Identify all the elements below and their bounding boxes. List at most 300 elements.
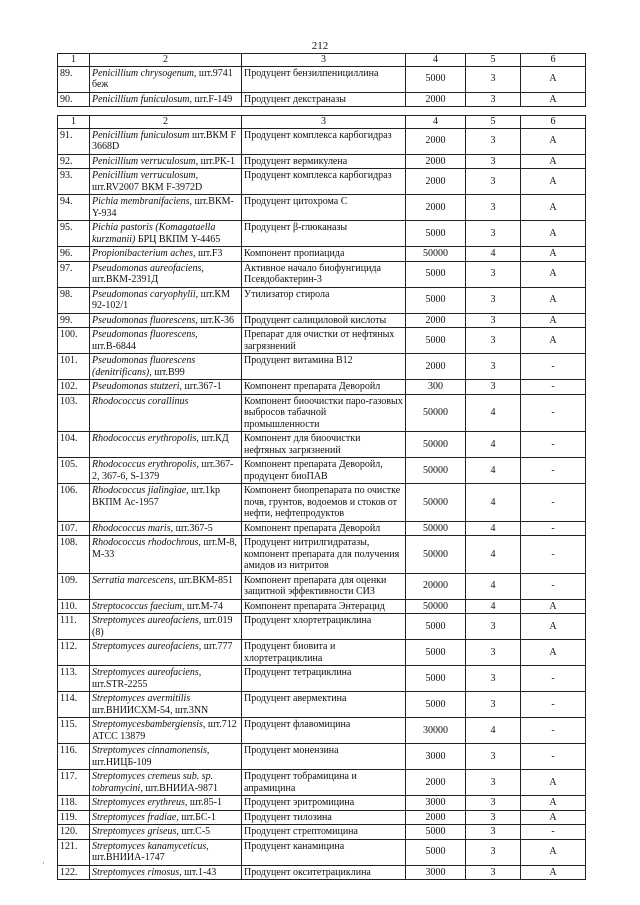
category-cell: А [521, 614, 586, 640]
header-cell: 6 [521, 54, 586, 67]
organism-name: Streptomyces cinnamonensis, [92, 745, 210, 756]
purpose-cell: Компонент препарата для оценки защитной эффективности СИЗ [242, 573, 406, 599]
category-cell: А [521, 865, 586, 880]
row-number: 110. [58, 599, 90, 614]
category-cell: А [521, 810, 586, 825]
header-cell: 3 [242, 54, 406, 67]
hazard-class-cell: 3 [466, 796, 521, 811]
category-cell: А [521, 770, 586, 796]
organism-name: Rhodococcus rhodochrous, [92, 537, 201, 548]
organism-name: Penicillium funiculosum, [92, 93, 192, 105]
organism-cell [90, 458, 242, 484]
strain-id: шт.РК-1 [200, 155, 235, 167]
purpose-cell: Продуцент вермикулена [242, 154, 406, 169]
purpose-cell: Продуцент канамицина [242, 839, 406, 865]
strain-id: шт.367-2, 367-6, S-1379 [92, 459, 234, 482]
table-row [58, 66, 586, 92]
row-number: 104. [58, 432, 90, 458]
category-cell: А [521, 154, 586, 169]
organism-cell [90, 354, 242, 380]
purpose-cell: Продуцент β-глюканазы [242, 221, 406, 247]
table-row [58, 666, 586, 692]
category-cell: - [521, 354, 586, 380]
hazard-class-cell: 3 [466, 865, 521, 880]
purpose-cell: Продуцент окситетрациклина [242, 865, 406, 880]
table-gap [58, 107, 586, 116]
table-row [58, 154, 586, 169]
hazard-class-cell: 3 [466, 328, 521, 354]
organism-cell [90, 614, 242, 640]
volume-cell: 5000 [406, 666, 466, 692]
organism-name: Streptomycesbambergiensis, [92, 719, 206, 730]
table-row [58, 287, 586, 313]
purpose-cell: Компонент препарата Деворойл [242, 380, 406, 395]
organism-cell [90, 666, 242, 692]
volume-cell: 2000 [406, 128, 466, 154]
purpose-cell: Продуцент хлортетрациклина [242, 614, 406, 640]
table-row [58, 770, 586, 796]
table-row [58, 692, 586, 718]
table-row [58, 718, 586, 744]
volume-cell: 2000 [406, 154, 466, 169]
strain-id: шт.С-5 [181, 826, 211, 837]
organism-name: Streptomyces aureofaciens, [92, 667, 202, 678]
organism-cell [90, 825, 242, 840]
strain-id: шт.КД [201, 433, 229, 444]
volume-cell: 50000 [406, 521, 466, 536]
volume-cell: 50000 [406, 458, 466, 484]
purpose-cell: Препарат для очистки от нефтяных загрязнений [242, 328, 406, 354]
table-row [58, 744, 586, 770]
volume-cell: 2000 [406, 313, 466, 328]
table-row [58, 796, 586, 811]
organism-name: Pseudomonas fluorescens, [92, 329, 198, 340]
organism-name: Pseudomonas fluorescens (denitrificans), [92, 355, 196, 378]
purpose-cell: Компонент биопрепарата по очистке почв, грунтов, водоемов и стоков от нефти, нефтепродуктов [242, 484, 406, 522]
category-cell: А [521, 328, 586, 354]
organism-cell [90, 744, 242, 770]
category-cell: А [521, 66, 586, 92]
row-number: 108. [58, 536, 90, 574]
table-row [58, 614, 586, 640]
row-number: 102. [58, 380, 90, 395]
row-number: 89. [58, 66, 90, 92]
purpose-cell: Продуцент комплекса карбогидраз [242, 169, 406, 195]
organism-cell [90, 247, 242, 262]
organism-cell [90, 261, 242, 287]
organism-name: Streptomyces fradiae, [92, 811, 179, 823]
organism-cell [90, 865, 242, 880]
hazard-class-cell: 4 [466, 718, 521, 744]
row-number: 96. [58, 247, 90, 262]
purpose-cell: Продуцент флавомицина [242, 718, 406, 744]
strain-id: шт.F3 [198, 248, 223, 259]
row-number: 106. [58, 484, 90, 522]
organism-cell [90, 839, 242, 865]
strain-id: шт.В99 [154, 366, 185, 378]
organism-name: Streptomyces griseus, [92, 826, 179, 837]
organism-name: Propionibacterium aches, [92, 248, 196, 259]
organism-name: Penicillium verruculosum, [92, 155, 199, 167]
volume-cell: 5000 [406, 825, 466, 840]
purpose-cell: Продуцент декстраназы [242, 92, 406, 107]
purpose-cell: Продуцент нитрилгидратазы, компонент препарата для получения амидов из нитритов [242, 536, 406, 574]
organism-name: Pichia membranifaciens, [92, 196, 192, 207]
row-number: 90. [58, 92, 90, 107]
category-cell: А [521, 839, 586, 865]
organism-cell [90, 128, 242, 154]
row-number: 122. [58, 865, 90, 880]
organism-name: Pseudomonas fluorescens, [92, 314, 198, 326]
organism-cell [90, 394, 242, 432]
strain-id: шт.ВКМ-851 [178, 574, 233, 586]
organism-name: Streptomyces rimosus, [92, 866, 182, 878]
organism-cell [90, 718, 242, 744]
header-cell: 1 [58, 116, 90, 129]
hazard-class-cell: 4 [466, 394, 521, 432]
hazard-class-cell: 3 [466, 169, 521, 195]
hazard-class-cell: 4 [466, 521, 521, 536]
hazard-class-cell: 3 [466, 770, 521, 796]
strain-id: шт.RV2007 ВКМ F-3972D [92, 181, 203, 193]
volume-cell: 5000 [406, 328, 466, 354]
hazard-class-cell: 3 [466, 261, 521, 287]
strain-id: шт.85-1 [189, 797, 222, 808]
category-cell: - [521, 573, 586, 599]
purpose-cell: Продуцент тилозина [242, 810, 406, 825]
hazard-class-cell: 3 [466, 92, 521, 107]
organism-name: Pseudomonas stutzeri, [92, 381, 182, 392]
volume-cell: 5000 [406, 839, 466, 865]
table-row [58, 865, 586, 880]
row-number: 97. [58, 261, 90, 287]
organism-cell [90, 810, 242, 825]
purpose-cell: Продуцент витамина В12 [242, 354, 406, 380]
organism-cell [90, 221, 242, 247]
organism-name: Pseudomonas aureofaciens, [92, 262, 204, 274]
strain-id: шт.1-43 [184, 866, 217, 878]
category-cell: - [521, 744, 586, 770]
row-number: 115. [58, 718, 90, 744]
table-row [58, 92, 586, 107]
hazard-class-cell: 3 [466, 640, 521, 666]
strains-table-body [58, 54, 586, 880]
hazard-class-cell: 4 [466, 458, 521, 484]
row-number: 105. [58, 458, 90, 484]
row-number: 100. [58, 328, 90, 354]
row-number: 117. [58, 770, 90, 796]
organism-name: Rhodococcus jialingiae, [92, 485, 189, 496]
category-cell: А [521, 599, 586, 614]
volume-cell: 50000 [406, 394, 466, 432]
volume-cell: 5000 [406, 692, 466, 718]
purpose-cell: Продуцент стрептомицина [242, 825, 406, 840]
strain-id: шт.К-36 [200, 314, 235, 326]
row-number: 113. [58, 666, 90, 692]
volume-cell: 5000 [406, 66, 466, 92]
table-row [58, 328, 586, 354]
purpose-cell: Утилизатор стирола [242, 287, 406, 313]
hazard-class-cell: 3 [466, 313, 521, 328]
organism-name: Streptomyces erythreus, [92, 797, 188, 808]
volume-cell: 2000 [406, 169, 466, 195]
hazard-class-cell: 3 [466, 666, 521, 692]
hazard-class-cell: 3 [466, 825, 521, 840]
organism-name: Penicillium funiculosum [92, 129, 190, 141]
row-number: 121. [58, 839, 90, 865]
purpose-cell: Компонент биоочистки паро-газовых выбросов табачной промышленности [242, 394, 406, 432]
category-cell: А [521, 247, 586, 262]
volume-cell: 3000 [406, 796, 466, 811]
hazard-class-cell: 3 [466, 195, 521, 221]
purpose-cell: Продуцент монензина [242, 744, 406, 770]
organism-cell [90, 692, 242, 718]
organism-cell [90, 287, 242, 313]
strain-id: шт.367-1 [184, 381, 222, 392]
table-row [58, 484, 586, 522]
organism-cell [90, 770, 242, 796]
row-number: 95. [58, 221, 90, 247]
header-cell: 5 [466, 54, 521, 67]
organism-name: Streptomyces aureofaciens, [92, 615, 202, 626]
row-number: 92. [58, 154, 90, 169]
hazard-class-cell: 3 [466, 380, 521, 395]
hazard-class-cell: 3 [466, 744, 521, 770]
strain-id: шт.ВКМ F 3668D [92, 129, 237, 152]
volume-cell: 30000 [406, 718, 466, 744]
strain-id: шт.9741 беж [92, 67, 233, 90]
hazard-class-cell: 4 [466, 432, 521, 458]
volume-cell: 50000 [406, 599, 466, 614]
volume-cell: 50000 [406, 432, 466, 458]
strain-id: шт.F-149 [194, 93, 233, 105]
table-row [58, 169, 586, 195]
header-cell: 2 [90, 116, 242, 129]
organism-cell [90, 154, 242, 169]
category-cell: - [521, 666, 586, 692]
organism-name: Rhodococcus erythropolis, [92, 459, 199, 470]
volume-cell: 2000 [406, 810, 466, 825]
table-row [58, 839, 586, 865]
table-row [58, 195, 586, 221]
row-number: 111. [58, 614, 90, 640]
strain-id: шт.ВНИИА-1747 [92, 852, 165, 863]
volume-cell: 50000 [406, 484, 466, 522]
table-row [58, 380, 586, 395]
organism-cell [90, 796, 242, 811]
strain-id: шт.712 АТСС 13879 [92, 719, 237, 742]
hazard-class-cell: 3 [466, 354, 521, 380]
organism-name: Rhodococcus corallinus [92, 395, 189, 407]
volume-cell: 50000 [406, 536, 466, 574]
organism-name: Streptococcus faecium, [92, 600, 185, 612]
header-cell: 3 [242, 116, 406, 129]
header-cell: 5 [466, 116, 521, 129]
row-number: 99. [58, 313, 90, 328]
table-row [58, 261, 586, 287]
hazard-class-cell: 3 [466, 221, 521, 247]
category-cell: - [521, 380, 586, 395]
row-number: 109. [58, 573, 90, 599]
category-cell: - [521, 718, 586, 744]
header-row [58, 116, 586, 129]
table-row [58, 536, 586, 574]
hazard-class-cell: 4 [466, 247, 521, 262]
table-row [58, 825, 586, 840]
purpose-cell: Компонент препарата Энтерацид [242, 599, 406, 614]
volume-cell: 2000 [406, 195, 466, 221]
organism-cell [90, 92, 242, 107]
header-cell: 1 [58, 54, 90, 67]
category-cell: А [521, 261, 586, 287]
purpose-cell: Продуцент салициловой кислоты [242, 313, 406, 328]
strain-id: шт.ВНИИСХМ-54, шт.3NN [92, 704, 209, 716]
category-cell: А [521, 640, 586, 666]
strain-id: шт.В-6844 [92, 340, 136, 352]
row-number: 91. [58, 128, 90, 154]
category-cell: А [521, 313, 586, 328]
table-row [58, 810, 586, 825]
category-cell: - [521, 825, 586, 840]
purpose-cell: Компонент препарата Деворойл, продуцент биоПАВ [242, 458, 406, 484]
strain-id: шт.ВКМ-Y-934 [92, 196, 234, 219]
organism-cell [90, 599, 242, 614]
row-number: 112. [58, 640, 90, 666]
table-row [58, 573, 586, 599]
volume-cell: 300 [406, 380, 466, 395]
row-number: 94. [58, 195, 90, 221]
row-number: 93. [58, 169, 90, 195]
organism-cell [90, 328, 242, 354]
volume-cell: 2000 [406, 770, 466, 796]
volume-cell: 5000 [406, 287, 466, 313]
category-cell: - [521, 692, 586, 718]
organism-cell [90, 573, 242, 599]
hazard-class-cell: 4 [466, 484, 521, 522]
row-number: 120. [58, 825, 90, 840]
purpose-cell: Продуцент тетрациклина [242, 666, 406, 692]
row-number: 114. [58, 692, 90, 718]
organism-name: Pichia pastoris (Komagataella kurzmanii) [92, 222, 216, 245]
hazard-class-cell: 4 [466, 573, 521, 599]
organism-cell [90, 536, 242, 574]
table-row [58, 521, 586, 536]
organism-name: Pseudomonas caryophylii, [92, 288, 199, 300]
organism-cell [90, 313, 242, 328]
organism-name: Rhodococcus maris, [92, 522, 174, 534]
strain-id: шт.STR-2255 [92, 678, 148, 690]
row-number: 107. [58, 521, 90, 536]
purpose-cell: Компонент для биоочистки нефтяных загрязнений [242, 432, 406, 458]
purpose-cell: Компонент пропиацида [242, 247, 406, 262]
category-cell: А [521, 92, 586, 107]
strain-id: шт.1kp ВКПМ Ас-1957 [92, 485, 220, 508]
volume-cell: 5000 [406, 614, 466, 640]
strain-id: шт.М-8, М-33 [92, 537, 237, 560]
table-row [58, 221, 586, 247]
table-row [58, 394, 586, 432]
organism-name: Penicillium verruculosum, [92, 170, 199, 181]
header-cell: 4 [406, 54, 466, 67]
organism-cell [90, 484, 242, 522]
table-row [58, 128, 586, 154]
table-row [58, 354, 586, 380]
organism-cell [90, 195, 242, 221]
volume-cell: 5000 [406, 261, 466, 287]
strain-id: шт.НИЦБ-109 [92, 756, 152, 768]
table-row [58, 640, 586, 666]
organism-name: Rhodococcus erythropolis, [92, 433, 199, 444]
strain-id: шт.БС-1 [181, 811, 216, 823]
organism-name: Streptomyces avermitilis [92, 693, 191, 704]
strain-id: шт.ВНИИА-9871 [145, 782, 219, 794]
organism-cell [90, 66, 242, 92]
category-cell: А [521, 128, 586, 154]
hazard-class-cell: 3 [466, 66, 521, 92]
category-cell: - [521, 521, 586, 536]
volume-cell: 20000 [406, 573, 466, 599]
category-cell: А [521, 287, 586, 313]
row-number: 98. [58, 287, 90, 313]
row-number: 103. [58, 394, 90, 432]
category-cell: А [521, 796, 586, 811]
organism-name: Serratia marcescens, [92, 574, 177, 586]
volume-cell: 5000 [406, 640, 466, 666]
organism-cell [90, 640, 242, 666]
organism-name: Streptomyces kanamyceticus, [92, 840, 209, 852]
category-cell: А [521, 195, 586, 221]
row-number: 101. [58, 354, 90, 380]
organism-cell [90, 432, 242, 458]
margin-mark: · [42, 858, 45, 868]
strain-id: шт.ВКМ-2391Д [92, 274, 159, 285]
header-cell: 2 [90, 54, 242, 67]
table-row [58, 432, 586, 458]
category-cell: А [521, 169, 586, 195]
organism-cell [90, 380, 242, 395]
purpose-cell: Продуцент тобрамицина и апрамицина [242, 770, 406, 796]
row-number: 119. [58, 810, 90, 825]
purpose-cell: Продуцент авермектина [242, 692, 406, 718]
table-row [58, 599, 586, 614]
organism-cell [90, 169, 242, 195]
volume-cell: 2000 [406, 354, 466, 380]
table-row [58, 313, 586, 328]
table-row [58, 458, 586, 484]
header-cell: 4 [406, 116, 466, 129]
row-number: 118. [58, 796, 90, 811]
strain-id: шт.367-5 [175, 522, 213, 534]
volume-cell: 3000 [406, 865, 466, 880]
purpose-cell: Активное начало биофунгицида Псевдобактерин-3 [242, 261, 406, 287]
organism-cell [90, 521, 242, 536]
strain-id: шт.КМ 92-102/1 [92, 288, 230, 311]
purpose-cell: Продуцент эритромицина [242, 796, 406, 811]
strain-id: шт.М-74 [186, 600, 223, 612]
purpose-cell: Продуцент комплекса карбогидраз [242, 128, 406, 154]
category-cell: - [521, 458, 586, 484]
category-cell: - [521, 432, 586, 458]
volume-cell: 50000 [406, 247, 466, 262]
strain-id: шт.019 (8) [92, 615, 233, 638]
category-cell: - [521, 484, 586, 522]
organism-name: Streptomyces aureofaciens, [92, 641, 202, 652]
strain-id: БРЦ ВКПМ Y-4465 [137, 233, 221, 245]
strains-table [57, 53, 586, 880]
strain-id: шт.777 [203, 641, 233, 652]
purpose-cell: Компонент препарата Деворойл [242, 521, 406, 536]
category-cell: А [521, 221, 586, 247]
